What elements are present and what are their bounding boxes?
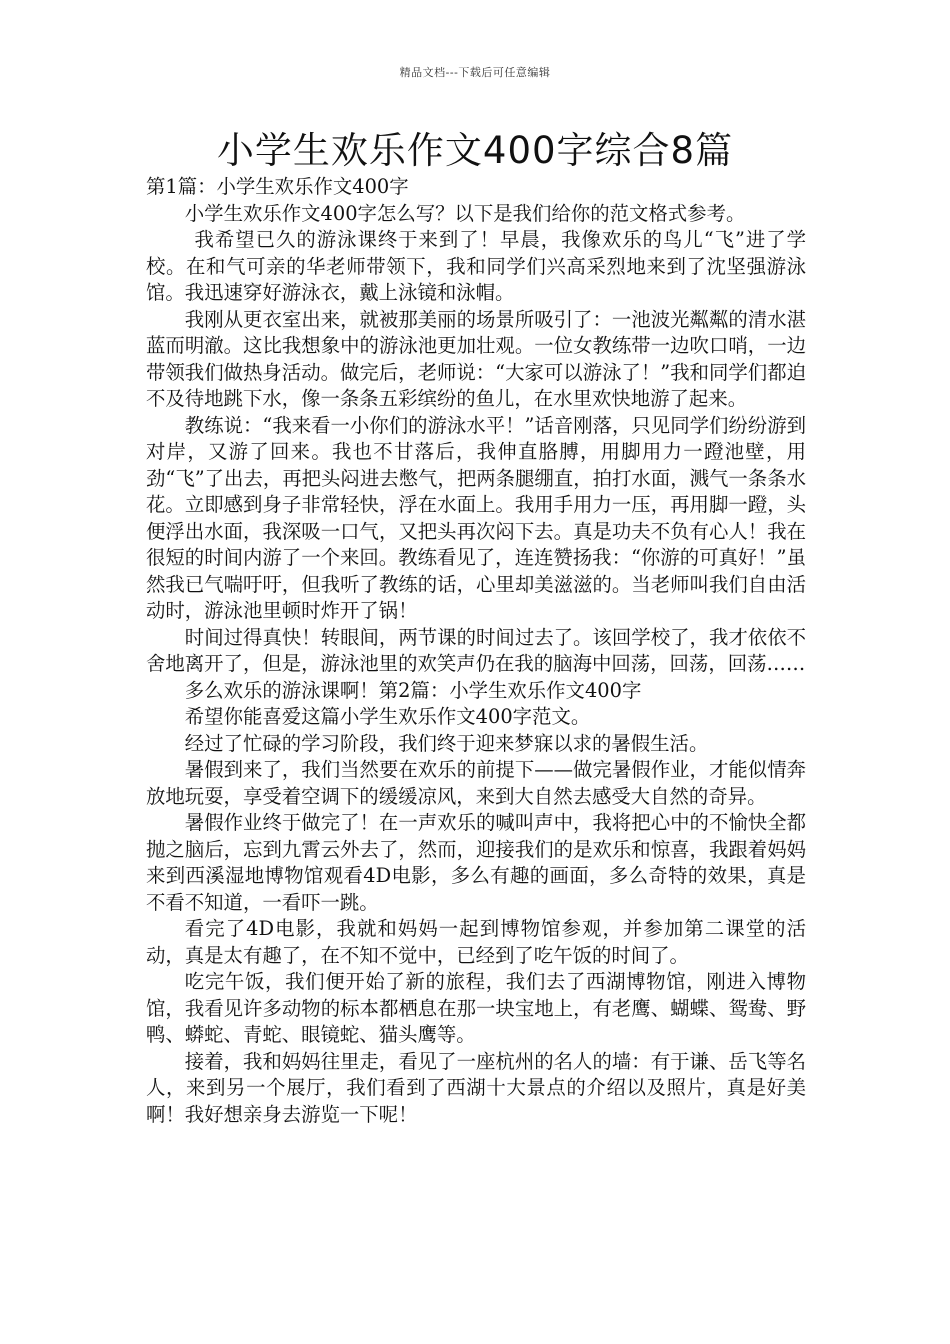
paragraph: 希望你能喜爱这篇小学生欢乐作文400字范文。 (184, 705, 591, 728)
paragraph: 经过了忙碌的学习阶段，我们终于迎来梦寐以求的暑假生活。 (184, 731, 709, 755)
header-note: 精品文档---下载后可任意编辑 (399, 66, 551, 79)
paragraph: 我希望已久的游泳课终于来到了！早晨，我像欢乐的鸟儿“飞”进了学校。在和气可亲的华老师带领下，我和同学们兴高采烈地来到了沈坚强游泳馆。我迅速穿好游泳衣，戴上泳镜和泳帽。 (146, 228, 806, 304)
paragraph: 时间过得真快！转眼间，两节课的时间过去了。该回学校了，我才依依不舍地离开了，但是，游泳池里的欢笑声仍在我的脑海中回荡，回荡，回荡…… (146, 625, 806, 675)
paragraph: 小学生欢乐作文400字怎么写？以下是我们给你的范文格式参考。 (184, 201, 746, 225)
paragraph: 接着，我和妈妈往里走，看见了一座杭州的名人的墙：有于谦、岳飞等名人，来到另一个展厅，我们看到了西湖十大景点的介绍以及照片，真是好美啊！我好想亲身去游览一下呢！ (146, 1049, 806, 1126)
document-title: 小学生欢乐作文400字综合8篇 (216, 129, 734, 172)
paragraph: 暑假作业终于做完了！在一声欢乐的喊叫声中，我将把心中的不愉快全都抛之脑后，忘到九霄云外去了，然而，迎接我们的是欢乐和惊喜，我跟着妈妈来到西溪湿地博物馆观看4D电影，多么有趣的画面，多么奇特的效果，真是不看不知道，一看吓一跳。 (146, 811, 806, 914)
paragraph: 吃完午饭，我们便开始了新的旅程，我们去了西湖博物馆，刚进入博物馆，我看见许多动物的标本都栖息在那一块宝地上，有老鹰、蝴蝶、鸳鸯、野鸭、蟒蛇、青蛇、眼镜蛇、猫头鹰等。 (146, 970, 806, 1046)
paragraph: 看完了4D电影，我就和妈妈一起到博物馆参观，并参加第二课堂的活动，真是太有趣了，在不知不觉中，已经到了吃午饭的时间了。 (146, 917, 806, 967)
paragraph: 多么欢乐的游泳课啊！第2篇：小学生欢乐作文400字 (184, 678, 642, 702)
paragraph: 第1篇：小学生欢乐作文400字 (146, 175, 409, 198)
paragraph: 暑假到来了，我们当然要在欢乐的前提下——做完暑假作业，才能似情奔放地玩耍，享受着空调下的缓缓凉风，来到大自然去感受大自然的奇异。 (146, 758, 806, 808)
paragraph: 我刚从更衣室出来，就被那美丽的场景所吸引了：一池波光粼粼的清水湛蓝而明澈。这比我想象中的游泳池更加壮观。一位女教练带一边吹口哨，一边带领我们做热身活动。做完后，老师说：“大家可以游泳了！”我和同学们都迫不及待地跳下水，像一条条五彩缤纷的鱼儿，在水里欢快地游了起来。 (146, 307, 806, 410)
paragraph: 教练说：“我来看一小你们的游泳水平！”话音刚落，只见同学们纷纷游到对岸，又游了回来。我也不甘落后，我伸直胳膊，用脚用力一蹬池壁，用劲“飞”了出去，再把头闷进去憋气，把两条腿绷直，拍打水面，溅气一条条水花。立即感到身子非常轻快，浮在水面上。我用手用力一压，再用脚一蹬，头便浮出水面，我深吸一口气，又把头再次闷下去。真是功夫不负有心人！我在很短的时间内游了一个来回。教练看见了，连连赞扬我：“你游的可真好！”虽然我已气喘吁吁，但我听了教练的话，心里却美滋滋的。当老师叫我们自由活动时，游泳池里顿时炸开了锅！ (146, 413, 806, 622)
document-body (146, 174, 806, 1128)
